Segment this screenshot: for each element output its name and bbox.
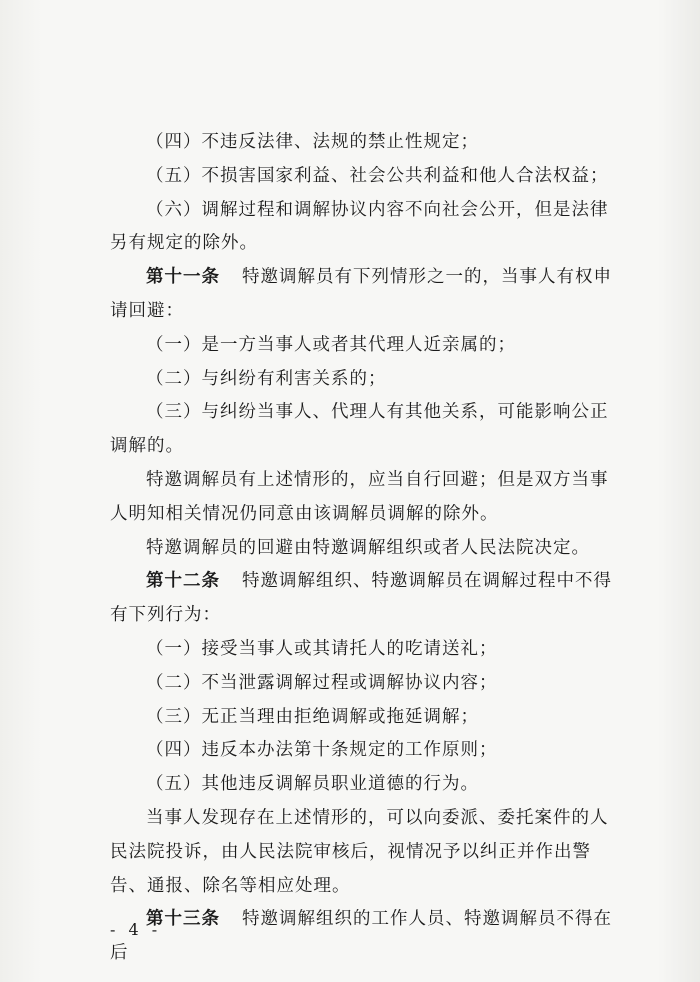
- paragraph-text: （三）无正当理由拒绝调解或拖延调解；: [146, 706, 479, 727]
- paragraph-text: （二）不当泄露调解过程或调解协议内容；: [146, 672, 498, 693]
- paragraph-text: 特邀调解组织、特邀调解员在调解过程中不得有下列行为：: [110, 571, 612, 626]
- paragraph-text: （二）与纠纷有利害关系的；: [146, 368, 387, 389]
- paragraph-text: （五）不损害国家利益、社会公共利益和他人合法权益；: [146, 165, 609, 186]
- paragraph: [110, 329, 620, 363]
- article-number: 第十三条: [146, 909, 220, 930]
- paragraph: [110, 903, 620, 971]
- paragraph-text: （一）接受当事人或其请托人的吃请送礼；: [146, 638, 498, 659]
- paragraph-text: 特邀调解员有下列情形之一的，当事人有权申请回避：: [110, 267, 612, 321]
- paragraph-text: 当事人发现存在上述情形的，可以向委派、委托案件的人民法院投诉，由人民法院审核后，视情况予以纠正并作出警告、通报、除名等相应处理。: [110, 807, 609, 896]
- paragraph-text: 特邀调解组织的工作人员、特邀调解员不得在后: [110, 909, 612, 964]
- article-number: 第十一条: [146, 267, 220, 288]
- paragraph: [110, 261, 620, 329]
- paragraph: [110, 194, 620, 262]
- paragraph-text: （三）与纠纷当事人、代理人有其他关系，可能影响公正调解的。: [110, 402, 609, 457]
- page-number: - 4 -: [110, 920, 162, 939]
- paragraph: [110, 768, 620, 802]
- paragraph: [110, 701, 620, 735]
- paragraph: [110, 396, 620, 464]
- paragraph: [110, 532, 620, 566]
- paragraph-text: 特邀调解员的回避由特邀调解组织或者人民法院决定。: [146, 537, 590, 558]
- paragraph: [110, 565, 620, 633]
- paragraph: [110, 633, 620, 667]
- document-body: [110, 126, 620, 971]
- paragraph: [110, 160, 620, 194]
- paragraph-text: 特邀调解员有上述情形的，应当自行回避；但是双方当事人明知相关情况仍同意由该调解员调解的除外。: [110, 469, 609, 524]
- article-number: 第十二条: [146, 571, 220, 592]
- paragraph-text: （五）其他违反调解员职业道德的行为。: [146, 774, 479, 795]
- paragraph-text: （四）不违反法律、法规的禁止性规定；: [146, 132, 479, 152]
- paragraph: [110, 667, 620, 701]
- paragraph: [110, 464, 620, 532]
- paragraph-text: （六）调解过程和调解协议内容不向社会公开，但是法律另有规定的除外。: [110, 199, 609, 254]
- paragraph: [110, 802, 620, 903]
- paragraph-text: （一）是一方当事人或者其代理人近亲属的；: [146, 334, 516, 355]
- paragraph: [110, 734, 620, 768]
- paragraph: [110, 363, 620, 397]
- paragraph: [110, 126, 620, 160]
- paragraph-text: （四）违反本办法第十条规定的工作原则；: [146, 740, 498, 761]
